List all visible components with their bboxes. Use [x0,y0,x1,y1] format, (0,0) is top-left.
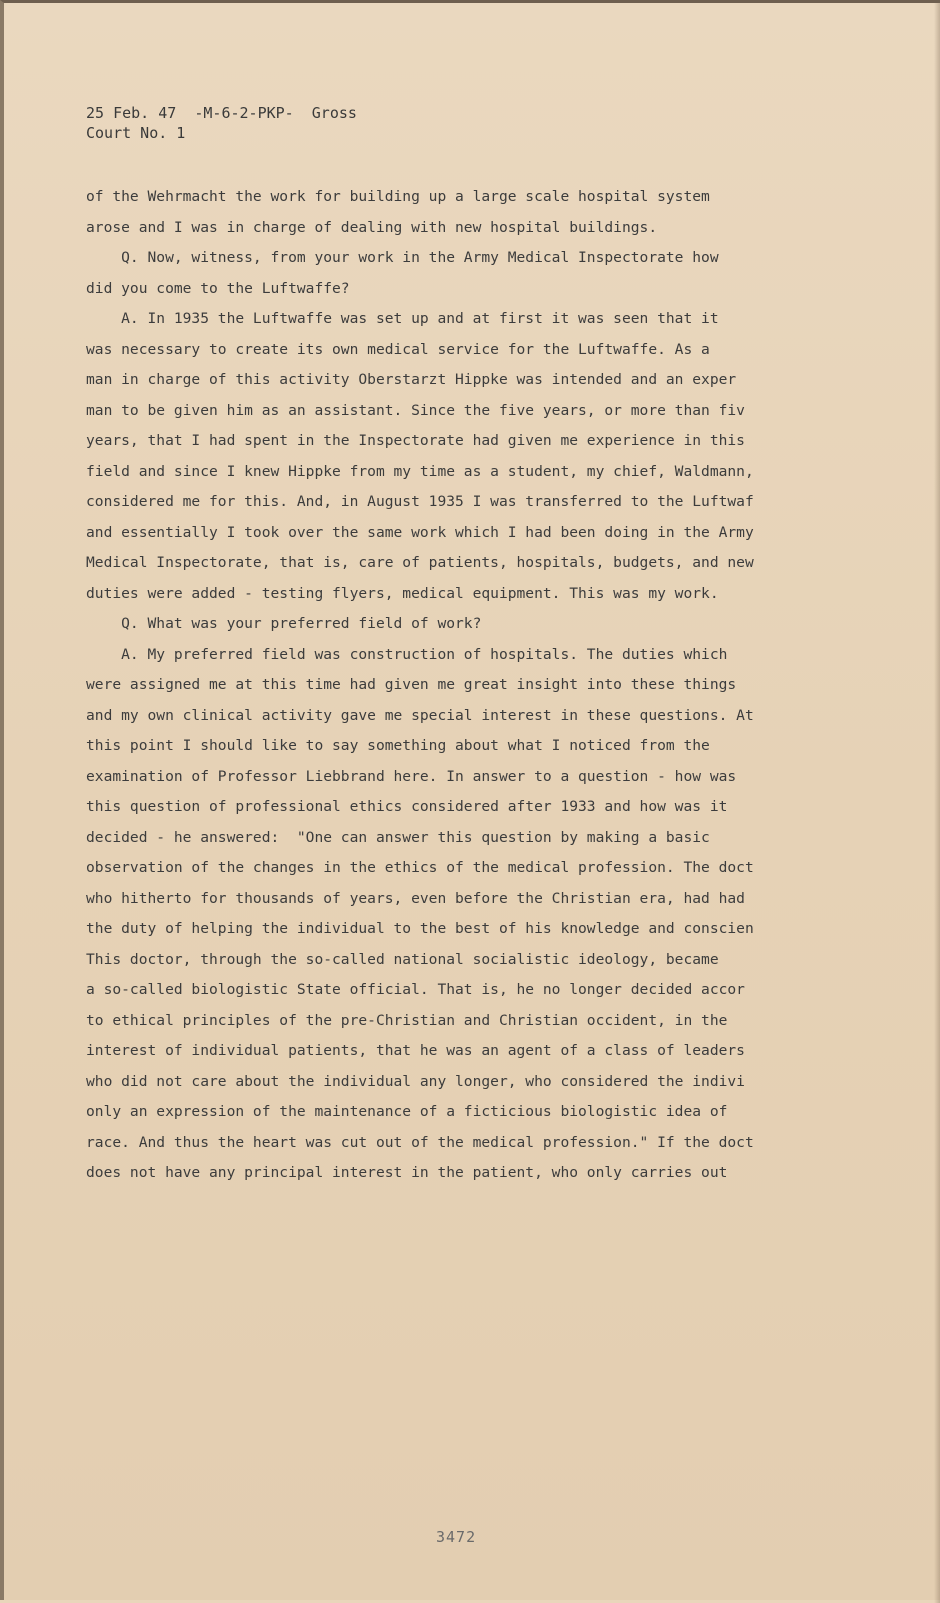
text-line: considered me for this. And, in August 1935 I was transferred to the Luftwaf [86,493,754,510]
text-line: this point I should like to say something about what I noticed from the [86,737,710,754]
text-line: Q. Now, witness, from your work in the Army Medical Inspectorate how [86,249,719,266]
text-line: field and since I knew Hippke from my time as a student, my chief, Waldmann, [86,462,754,480]
text-line: and my own clinical activity gave me special interest in these questions. At [86,706,754,724]
text-line: and essentially I took over the same work which I had been doing in the Army [86,523,754,541]
text-line: did you come to the Luftwaffe? [86,279,350,297]
text-line: years, that I had spent in the Inspectorate had given me experience in this [86,432,745,449]
text-line: to ethical principles of the pre-Christian and Christian occident, in the [86,1011,728,1029]
text-line: man to be given him as an assistant. Since the five years, or more than fiv [86,401,745,419]
text-line: arose and I was in charge of dealing with new hospital buildings. [86,218,658,236]
document-header [86,103,357,143]
text-line: observation of the changes in the ethics of the medical profession. The doct [86,859,754,876]
text-line: was necessary to create its own medical service for the Luftwaffe. As a [86,340,710,358]
header-line-1: 25 Feb. 47 -M-6-2-PKP- Gross [86,104,357,122]
text-line: interest of individual patients, that he was an agent of a class of leaders [86,1042,745,1059]
text-line: who did not care about the individual any longer, who considered the indivi [86,1072,745,1090]
text-line: Medical Inspectorate, that is, care of patients, hospitals, budgets, and new [86,554,754,571]
text-line: decided - he answered: "One can answer this question by making a basic [86,828,710,846]
text-line: the duty of helping the individual to the best of his knowledge and conscien [86,920,754,937]
text-line: only an expression of the maintenance of a ficticious biologistic idea of [86,1103,728,1120]
header-line-2: Court No. 1 [86,124,186,142]
text-line: who hitherto for thousands of years, even before the Christian era, had had [86,889,745,907]
text-line: duties were added - testing flyers, medical equipment. This was my work. [86,584,719,602]
text-line: examination of Professor Liebbrand here. In answer to a question - how was [86,767,737,785]
page-number: 3472 [436,1528,477,1546]
transcript-body [86,182,936,1189]
text-line: a so-called biologistic State official. That is, he no longer decided accor [86,981,745,998]
text-line: of the Wehrmacht the work for building up a large scale hospital system [86,188,710,205]
text-line: this question of professional ethics considered after 1933 and how was it [86,798,728,815]
text-line: does not have any principal interest in the patient, who only carries out [86,1164,728,1181]
text-line: A. In 1935 the Luftwaffe was set up and at first it was seen that it [86,310,719,327]
text-line: man in charge of this activity Oberstarzt Hippke was intended and an exper [86,371,737,388]
text-line: race. And thus the heart was cut out of the medical profession." If the doct [86,1133,754,1151]
text-line: A. My preferred field was construction of hospitals. The duties which [86,645,728,663]
text-line: Q. What was your preferred field of work? [86,615,482,632]
text-line: were assigned me at this time had given me great insight into these things [86,676,737,693]
text-line: This doctor, through the so-called national socialistic ideology, became [86,950,719,968]
